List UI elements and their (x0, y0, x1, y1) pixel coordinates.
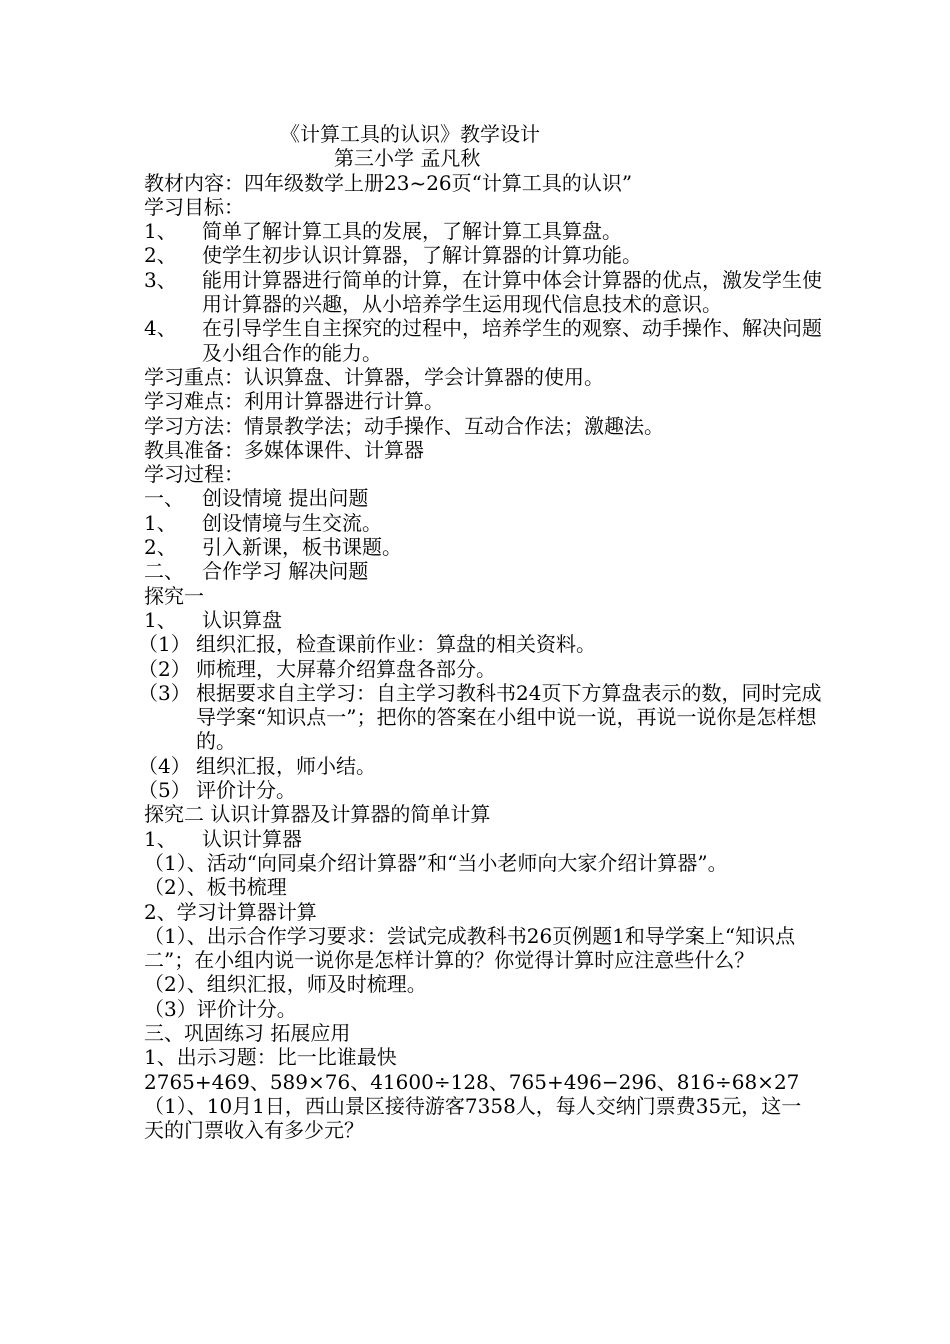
section-text: 创设情境 提出问题 (202, 486, 369, 511)
sub-item-number: （2） (138, 656, 191, 681)
sub-item-text: 组织汇报，检查课前作业：算盘的相关资料。 (196, 632, 596, 657)
section-heading (144, 486, 834, 510)
sub-item-number: （5） (138, 778, 191, 803)
sub-item-text: 师梳理，大屏幕介绍算盘各部分。 (196, 656, 496, 681)
list-item (144, 535, 834, 559)
goal-number: 3、 (144, 267, 177, 292)
section-number: 二、 (144, 559, 184, 584)
goal-item (144, 268, 834, 317)
list-item (144, 608, 834, 632)
item-number: 1、 (144, 510, 177, 535)
sub-item (138, 632, 834, 657)
expressions: 2765+469、589×76、41600÷128、765+496−296、816÷68×27 (144, 1069, 800, 1094)
goal-item (144, 243, 834, 267)
text-line: （2）、板书梳理 (144, 875, 287, 900)
item-number: 1、 (144, 826, 177, 851)
document-author: 第三小学 孟凡秋 (334, 146, 481, 171)
sub-item (138, 656, 834, 681)
section-heading (144, 559, 834, 583)
explore-heading: 探究二 认识计算器及计算器的简单计算 (144, 802, 491, 827)
document-body (138, 122, 834, 1143)
methods: 学习方法：情景教学法；动手操作、互动合作法；激趣法。 (144, 413, 664, 438)
sub-item-number: （4） (138, 753, 191, 778)
key-point: 学习重点：认识算盘、计算器，学会计算器的使用。 (144, 364, 604, 389)
sub-item (138, 753, 834, 778)
text-paragraph: （1）、出示合作学习要求：尝试完成教科书26页例题1和导学案上“知识点二”；在小组内说一说你是怎样计算的？你觉得计算时应注意些什么？ (144, 923, 796, 973)
item-text: 引入新课，板书课题。 (202, 535, 402, 560)
section-number: 一、 (144, 486, 184, 511)
text-line: （2）、组织汇报，师及时梳理。 (144, 972, 427, 997)
goal-number: 1、 (144, 219, 177, 244)
goal-number: 4、 (144, 316, 177, 341)
practice-heading: 1、出示习题：比一比谁最快 (144, 1045, 397, 1070)
item-text: 创设情境与生交流。 (202, 510, 382, 535)
goal-text: 能用计算器进行简单的计算，在计算中体会计算器的优点，激发学生使用计算器的兴趣，从小培养学生运用现代信息技术的意识。 (202, 267, 822, 317)
explore-heading: 探究一 (144, 583, 204, 608)
word-problem: （1）、10月1日，西山景区接待游客7358人，每人交纳门票费35元，这一天的门票收入有多少元？ (144, 1093, 802, 1143)
sub-item-number: （3） (138, 680, 191, 705)
sub-item-number: （1） (138, 632, 191, 657)
list-item (144, 827, 834, 851)
text-line: 2、学习计算器计算 (144, 899, 317, 924)
goal-text: 使学生初步认识计算器，了解计算器的计算功能。 (202, 243, 642, 268)
goal-text: 在引导学生自主探究的过程中，培养学生的观察、动手操作、解决问题及小组合作的能力。 (202, 316, 822, 365)
materials: 教具准备：多媒体课件、计算器 (144, 437, 424, 462)
text-line: （3）评价计分。 (144, 996, 297, 1021)
sub-item-text: 评价计分。 (196, 778, 296, 803)
item-number: 2、 (144, 535, 177, 560)
goal-number: 2、 (144, 243, 177, 268)
item-text: 认识算盘 (202, 607, 282, 632)
section-heading: 三、巩固练习 拓展应用 (144, 1020, 351, 1045)
section-text: 合作学习 解决问题 (202, 559, 369, 584)
teaching-content: 教材内容：四年级数学上册23~26页“计算工具的认识” (144, 170, 633, 195)
item-number: 1、 (144, 607, 177, 632)
goal-text: 简单了解计算工具的发展，了解计算工具算盘。 (202, 219, 622, 244)
difficulty: 学习难点：利用计算器进行计算。 (144, 389, 444, 414)
sub-item (138, 778, 834, 803)
text-line: （1）、活动“向同桌介绍计算器”和“当小老师向大家介绍计算器”。 (144, 850, 728, 875)
sub-item (138, 680, 834, 754)
goal-item (144, 219, 834, 243)
sub-item-text: 组织汇报，师小结。 (196, 753, 376, 778)
goal-item (144, 316, 834, 365)
list-item (144, 511, 834, 535)
process-heading: 学习过程： (144, 462, 244, 487)
item-text: 认识计算器 (202, 826, 302, 851)
goals-heading: 学习目标： (144, 194, 244, 219)
document-title: 《计算工具的认识》教学设计 (280, 122, 540, 146)
sub-item-text: 根据要求自主学习：自主学习教科书24页下方算盘表示的数，同时完成导学案“知识点一”；把你的答案在小组中说一说，再说一说你是怎样想的。 (196, 680, 822, 754)
